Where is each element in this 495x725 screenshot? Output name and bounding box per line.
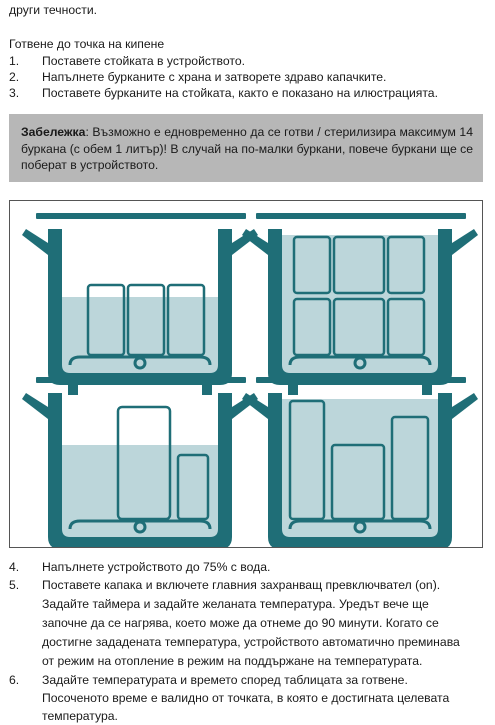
step-text-line: Задайте температурата и времето според таблицата за готвене. — [42, 673, 408, 687]
step-text-line: Задайте таймера и задайте желаната температура. Уредът вече ще — [42, 597, 429, 611]
jar-placement-illustration — [9, 200, 483, 548]
step-text-line: Посоченото време е валидно от точката, в която е достигната целевата — [42, 691, 450, 705]
intro-tail-text: други течности. — [9, 3, 98, 17]
step-text-line: Поставете капака и включете главния захранващ превключвател (on). — [42, 578, 441, 592]
step-text-line: от режим на отопление в режим на поддържане на температурата. — [42, 654, 423, 668]
step-text-line: започне да се нагрява, което може да отнеме до 90 минути. Когато се — [42, 616, 439, 630]
step-text: Поставете бурканите на стойката, както е показано на илюстрацията. — [42, 86, 438, 100]
note-label: Забележка — [21, 125, 86, 139]
step-number: 6. — [9, 673, 20, 687]
step-number: 3. — [9, 86, 20, 100]
step-text-line: достигне зададената температура, устройството автоматично преминава — [42, 635, 460, 649]
step-text-line: Напълнете устройството до 75% с вода. — [42, 560, 271, 574]
pot-illustration-1 — [22, 213, 258, 395]
note-text: : Възможно е едновременно да се готви / стерилизира максимум 14 буркана (с обем 1 литър)! В случай на по-малки буркани, повече буркани ще се поберат в устройството. — [21, 125, 473, 173]
pot-illustration-4 — [242, 377, 478, 547]
step-number: 2. — [9, 70, 20, 84]
step-number: 1. — [9, 54, 20, 68]
pot-illustration-2 — [242, 213, 478, 395]
step-number: 4. — [9, 560, 20, 574]
pots-diagram — [10, 201, 482, 547]
note-box — [9, 114, 483, 182]
pot-illustration-3 — [22, 377, 258, 547]
step-number: 5. — [9, 578, 20, 592]
step-text: Напълнете бурканите с храна и затворете здраво капачките. — [42, 70, 387, 84]
section-title: Готвене до точка на кипене — [9, 37, 165, 51]
step-text-line: температура. — [42, 709, 118, 723]
step-text: Поставете стойката в устройството. — [42, 54, 246, 68]
